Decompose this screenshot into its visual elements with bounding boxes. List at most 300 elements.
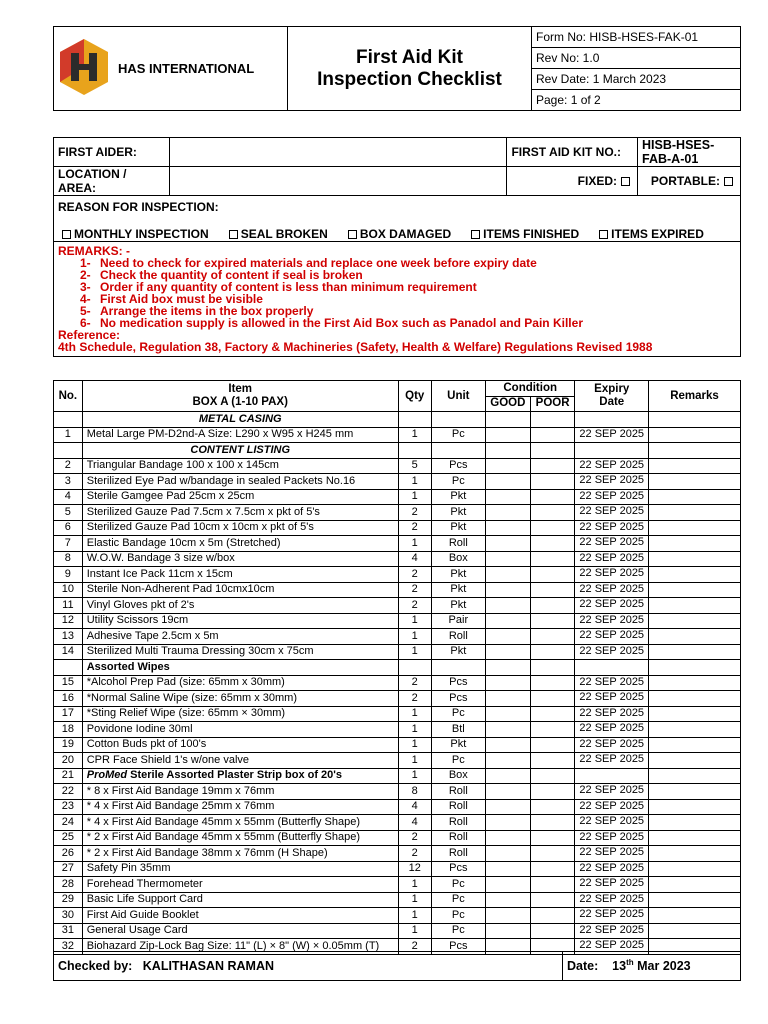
condition-good-cell[interactable] <box>485 722 530 738</box>
section-title: CONTENT LISTING <box>82 443 398 459</box>
date-label: Date: <box>567 959 599 974</box>
table-row <box>54 675 741 691</box>
item-remarks-cell[interactable] <box>649 427 741 443</box>
item-unit: Roll <box>431 799 485 815</box>
item-name: Elastic Bandage 10cm x 5m (Stretched) <box>82 536 398 552</box>
item-remarks-cell[interactable] <box>649 784 741 800</box>
item-number: 5 <box>54 505 83 521</box>
section-row <box>54 443 741 459</box>
condition-poor-cell[interactable] <box>530 582 575 598</box>
reason-checkbox[interactable] <box>599 230 608 239</box>
item-remarks-cell[interactable] <box>649 520 741 536</box>
item-unit: Box <box>431 551 485 567</box>
expiry-header-line2: Date <box>599 396 625 408</box>
condition-poor-cell[interactable] <box>530 427 575 443</box>
location-label: LOCATION / AREA: <box>54 167 170 196</box>
item-qty: 4 <box>398 551 431 567</box>
expiry-date: 22 SEP 2025 <box>575 458 649 474</box>
remark-number: 3- <box>80 280 91 294</box>
item-remarks-cell[interactable] <box>649 892 741 908</box>
item-qty: 1 <box>398 908 431 924</box>
condition-poor-cell[interactable] <box>530 892 575 908</box>
item-remarks-cell[interactable] <box>649 551 741 567</box>
condition-poor-cell[interactable] <box>530 784 575 800</box>
item-name: Adhesive Tape 2.5cm x 5m <box>82 629 398 645</box>
item-remarks-cell[interactable] <box>649 877 741 893</box>
item-qty: 12 <box>398 861 431 877</box>
item-number: 7 <box>54 536 83 552</box>
table-row <box>54 923 741 939</box>
portable-option[interactable] <box>638 167 741 196</box>
condition-good-cell[interactable] <box>485 598 530 614</box>
item-qty: 1 <box>398 536 431 552</box>
item-unit: Roll <box>431 784 485 800</box>
condition-good-cell[interactable] <box>485 505 530 521</box>
first-aider-field[interactable] <box>170 138 507 167</box>
expiry-date: 22 SEP 2025 <box>575 582 649 598</box>
item-name: Sterile Gamgee Pad 25cm x 25cm <box>82 489 398 505</box>
item-unit: Pc <box>431 877 485 893</box>
item-number: 8 <box>54 551 83 567</box>
item-unit: Pkt <box>431 520 485 536</box>
item-number: 26 <box>54 846 83 862</box>
condition-poor-cell[interactable] <box>530 567 575 583</box>
table-row <box>54 629 741 645</box>
item-name: Basic Life Support Card <box>82 892 398 908</box>
expiry-date <box>575 443 649 459</box>
item-remarks-cell[interactable] <box>649 706 741 722</box>
fixed-label: FIXED: <box>577 174 618 188</box>
condition-good-cell[interactable] <box>485 443 530 459</box>
item-number: 22 <box>54 784 83 800</box>
expiry-date: 22 SEP 2025 <box>575 598 649 614</box>
item-remarks-cell[interactable] <box>649 598 741 614</box>
item-number: 4 <box>54 489 83 505</box>
remark-number: 5- <box>80 304 91 318</box>
fixed-checkbox[interactable] <box>621 177 630 186</box>
expiry-header-line1: Expiry <box>594 383 630 395</box>
expiry-date: 22 SEP 2025 <box>575 815 649 831</box>
item-unit: Pcs <box>431 458 485 474</box>
item-qty: 1 <box>398 768 431 784</box>
item-unit: Roll <box>431 846 485 862</box>
expiry-date: 22 SEP 2025 <box>575 427 649 443</box>
item-unit <box>431 412 485 428</box>
remarks-section <box>54 242 741 357</box>
fixed-option[interactable] <box>507 167 638 196</box>
condition-poor-cell[interactable] <box>530 474 575 490</box>
condition-good-cell[interactable] <box>485 629 530 645</box>
expiry-date: 22 SEP 2025 <box>575 489 649 505</box>
condition-poor-cell[interactable] <box>530 489 575 505</box>
item-qty: 2 <box>398 939 431 955</box>
item-qty: 2 <box>398 505 431 521</box>
item-name: Sterilized Gauze Pad 10cm x 10cm x pkt of 5's <box>82 520 398 536</box>
expiry-date: 22 SEP 2025 <box>575 939 649 955</box>
item-remarks-cell[interactable] <box>649 567 741 583</box>
checked-by-label: Checked by: <box>58 959 133 973</box>
expiry-date: 22 SEP 2025 <box>575 644 649 660</box>
condition-poor-cell[interactable] <box>530 412 575 428</box>
table-row <box>54 784 741 800</box>
item-name: Utility Scissors 19cm <box>82 613 398 629</box>
item-qty: 4 <box>398 799 431 815</box>
item-unit: Pcs <box>431 691 485 707</box>
condition-poor-cell[interactable] <box>530 908 575 924</box>
item-name: First Aid Guide Booklet <box>82 908 398 924</box>
item-number: 19 <box>54 737 83 753</box>
revision-date: Rev Date: 1 March 2023 <box>532 69 741 90</box>
item-unit: Pc <box>431 892 485 908</box>
table-row <box>54 427 741 443</box>
item-qty: 2 <box>398 675 431 691</box>
condition-good-cell[interactable] <box>485 908 530 924</box>
item-unit: Roll <box>431 536 485 552</box>
condition-good-cell[interactable] <box>485 567 530 583</box>
first-aider-label: FIRST AIDER: <box>54 138 170 167</box>
item-unit: Pkt <box>431 737 485 753</box>
reason-option[interactable] <box>595 227 704 241</box>
form-number: Form No: HISB-HSES-FAK-01 <box>532 27 741 48</box>
document-title <box>288 27 532 111</box>
document-header <box>53 26 741 111</box>
condition-poor-cell[interactable] <box>530 923 575 939</box>
item-number: 11 <box>54 598 83 614</box>
expiry-date: 22 SEP 2025 <box>575 861 649 877</box>
expiry-date: 22 SEP 2025 <box>575 908 649 924</box>
condition-poor-cell[interactable] <box>530 722 575 738</box>
condition-good-cell[interactable] <box>485 489 530 505</box>
condition-good-cell[interactable] <box>485 458 530 474</box>
item-number: 21 <box>54 768 83 784</box>
table-row <box>54 691 741 707</box>
reason-checkbox[interactable] <box>471 230 480 239</box>
reason-checkbox[interactable] <box>348 230 357 239</box>
item-qty: 1 <box>398 706 431 722</box>
condition-good-cell[interactable] <box>485 412 530 428</box>
item-remarks-cell[interactable] <box>649 613 741 629</box>
item-remarks-cell[interactable] <box>649 908 741 924</box>
condition-good-cell[interactable] <box>485 706 530 722</box>
condition-good-cell[interactable] <box>485 644 530 660</box>
item-remarks-cell[interactable] <box>649 923 741 939</box>
company-name: HAS INTERNATIONAL <box>114 27 288 111</box>
reason-checkbox[interactable] <box>62 230 71 239</box>
condition-good-cell[interactable] <box>485 799 530 815</box>
reason-label: REASON FOR INSPECTION: <box>58 200 219 214</box>
item-unit: Pkt <box>431 598 485 614</box>
item-remarks-cell[interactable] <box>649 582 741 598</box>
condition-poor-cell[interactable] <box>530 846 575 862</box>
item-remarks-cell[interactable] <box>649 737 741 753</box>
expiry-date: 22 SEP 2025 <box>575 737 649 753</box>
condition-poor-cell[interactable] <box>530 613 575 629</box>
reason-option-label: SEAL BROKEN <box>240 227 328 241</box>
expiry-date: 22 SEP 2025 <box>575 784 649 800</box>
item-remarks-cell[interactable] <box>649 691 741 707</box>
item-remarks-cell[interactable] <box>649 830 741 846</box>
table-row <box>54 489 741 505</box>
item-qty: 2 <box>398 691 431 707</box>
item-unit: Roll <box>431 629 485 645</box>
expiry-date: 22 SEP 2025 <box>575 706 649 722</box>
item-qty: 2 <box>398 598 431 614</box>
item-remarks-cell[interactable] <box>649 412 741 428</box>
expiry-date: 22 SEP 2025 <box>575 613 649 629</box>
item-unit: Roll <box>431 830 485 846</box>
title-line-1: First Aid Kit <box>356 46 463 68</box>
table-row <box>54 505 741 521</box>
item-unit: Pc <box>431 706 485 722</box>
item-remarks-cell[interactable] <box>649 768 741 784</box>
condition-good-cell[interactable] <box>485 861 530 877</box>
item-name: Sterilized Multi Trauma Dressing 30cm x 75cm <box>82 644 398 660</box>
condition-good-cell[interactable] <box>485 536 530 552</box>
expiry-date: 22 SEP 2025 <box>575 722 649 738</box>
condition-poor-cell[interactable] <box>530 629 575 645</box>
table-row <box>54 877 741 893</box>
remark-number: 6- <box>80 316 91 330</box>
condition-poor-cell[interactable] <box>530 660 575 676</box>
condition-poor-cell[interactable] <box>530 675 575 691</box>
item-header-line1: Item <box>228 383 253 395</box>
item-qty: 8 <box>398 784 431 800</box>
expiry-date: 22 SEP 2025 <box>575 629 649 645</box>
condition-good-cell[interactable] <box>485 846 530 862</box>
item-name: W.O.W. Bandage 3 size w/box <box>82 551 398 567</box>
item-remarks-cell[interactable] <box>649 474 741 490</box>
item-name: Safety Pin 35mm <box>82 861 398 877</box>
condition-good-cell[interactable] <box>485 427 530 443</box>
condition-poor-cell[interactable] <box>530 505 575 521</box>
item-name: * 2 x First Aid Bandage 38mm x 76mm (H Shape) <box>82 846 398 862</box>
condition-poor-cell[interactable] <box>530 830 575 846</box>
kit-no-label: FIRST AID KIT NO.: <box>507 138 638 167</box>
item-unit: Pkt <box>431 644 485 660</box>
condition-poor-cell[interactable] <box>530 644 575 660</box>
condition-poor-cell[interactable] <box>530 458 575 474</box>
item-remarks-cell[interactable] <box>649 489 741 505</box>
item-number: 15 <box>54 675 83 691</box>
item-remarks-cell[interactable] <box>649 536 741 552</box>
remark-text: First Aid box must be visible <box>100 292 263 306</box>
checked-by-cell <box>54 952 563 981</box>
items-table <box>53 380 741 955</box>
condition-poor-cell[interactable] <box>530 551 575 567</box>
expiry-date: 22 SEP 2025 <box>575 892 649 908</box>
condition-good-cell[interactable] <box>485 660 530 676</box>
condition-good-cell[interactable] <box>485 675 530 691</box>
condition-poor-cell[interactable] <box>530 737 575 753</box>
reason-option[interactable] <box>344 227 451 241</box>
item-name: Sterile Non-Adherent Pad 10cmx10cm <box>82 582 398 598</box>
remark-item <box>58 317 736 329</box>
item-number: 28 <box>54 877 83 893</box>
col-remarks-header: Remarks <box>649 381 741 412</box>
item-unit: Pc <box>431 474 485 490</box>
item-number: 31 <box>54 923 83 939</box>
reason-option[interactable] <box>225 227 328 241</box>
item-remarks-cell[interactable] <box>649 846 741 862</box>
condition-good-cell[interactable] <box>485 892 530 908</box>
condition-good-cell[interactable] <box>485 815 530 831</box>
item-name: * 4 x First Aid Bandage 45mm x 55mm (Butterfly Shape) <box>82 815 398 831</box>
item-name-text: Sterile Assorted Plaster Strip box of 20's <box>127 769 343 782</box>
table-row <box>54 830 741 846</box>
item-remarks-cell[interactable] <box>649 753 741 769</box>
reason-option[interactable] <box>467 227 579 241</box>
expiry-date: 22 SEP 2025 <box>575 830 649 846</box>
condition-good-cell[interactable] <box>485 753 530 769</box>
condition-good-cell[interactable] <box>485 613 530 629</box>
reason-section <box>54 196 741 242</box>
item-unit: Pkt <box>431 567 485 583</box>
item-name: Metal Large PM-D2nd-A Size: L290 x W95 x H245 mm <box>82 427 398 443</box>
item-qty: 1 <box>398 892 431 908</box>
condition-good-cell[interactable] <box>485 474 530 490</box>
remark-number: 4- <box>80 292 91 306</box>
condition-good-cell[interactable] <box>485 691 530 707</box>
condition-good-cell[interactable] <box>485 737 530 753</box>
item-name: * 4 x First Aid Bandage 25mm x 76mm <box>82 799 398 815</box>
item-qty <box>398 412 431 428</box>
table-row <box>54 706 741 722</box>
item-unit: Pcs <box>431 939 485 955</box>
page-number: Page: 1 of 2 <box>532 90 741 111</box>
item-number: 20 <box>54 753 83 769</box>
item-remarks-cell[interactable] <box>649 660 741 676</box>
table-row <box>54 458 741 474</box>
item-remarks-cell[interactable] <box>649 722 741 738</box>
portable-checkbox[interactable] <box>724 177 733 186</box>
col-item-header <box>82 381 398 412</box>
item-unit: Pc <box>431 908 485 924</box>
item-unit: Pc <box>431 923 485 939</box>
item-brand: ProMed <box>86 769 128 782</box>
expiry-date: 22 SEP 2025 <box>575 505 649 521</box>
condition-poor-cell[interactable] <box>530 877 575 893</box>
table-row <box>54 536 741 552</box>
item-number: 1 <box>54 427 83 443</box>
items-body <box>54 412 741 955</box>
remark-number: 1- <box>80 256 91 270</box>
item-qty: 5 <box>398 458 431 474</box>
location-field[interactable] <box>170 167 507 196</box>
condition-poor-cell[interactable] <box>530 768 575 784</box>
table-row <box>54 892 741 908</box>
condition-poor-cell[interactable] <box>530 799 575 815</box>
reason-checkbox[interactable] <box>229 230 238 239</box>
condition-good-cell[interactable] <box>485 551 530 567</box>
item-number: 3 <box>54 474 83 490</box>
table-row <box>54 551 741 567</box>
item-unit: Pkt <box>431 489 485 505</box>
remarks-label: REMARKS: - <box>58 244 130 258</box>
condition-good-cell[interactable] <box>485 923 530 939</box>
item-qty: 1 <box>398 753 431 769</box>
item-remarks-cell[interactable] <box>649 505 741 521</box>
table-row <box>54 474 741 490</box>
condition-poor-cell[interactable] <box>530 691 575 707</box>
condition-poor-cell[interactable] <box>530 443 575 459</box>
item-remarks-cell[interactable] <box>649 675 741 691</box>
item-remarks-cell[interactable] <box>649 861 741 877</box>
condition-poor-cell[interactable] <box>530 520 575 536</box>
item-number: 24 <box>54 815 83 831</box>
item-qty: 2 <box>398 520 431 536</box>
item-name: *Alcohol Prep Pad (size: 65mm x 30mm) <box>82 675 398 691</box>
item-remarks-cell[interactable] <box>649 458 741 474</box>
item-number: 32 <box>54 939 83 955</box>
item-name: *Sting Relief Wipe (size: 65mm × 30mm) <box>82 706 398 722</box>
item-qty: 2 <box>398 846 431 862</box>
condition-good-cell[interactable] <box>485 520 530 536</box>
table-row <box>54 722 741 738</box>
item-name: * 8 x First Aid Bandage 19mm x 76mm <box>82 784 398 800</box>
condition-poor-cell[interactable] <box>530 815 575 831</box>
condition-poor-cell[interactable] <box>530 706 575 722</box>
item-remarks-cell[interactable] <box>649 799 741 815</box>
item-qty: 1 <box>398 489 431 505</box>
condition-good-cell[interactable] <box>485 830 530 846</box>
date-cell <box>563 952 741 981</box>
table-row <box>54 613 741 629</box>
table-row <box>54 861 741 877</box>
item-remarks-cell[interactable] <box>649 443 741 459</box>
col-unit-header: Unit <box>431 381 485 412</box>
item-name: Forehead Thermometer <box>82 877 398 893</box>
table-row <box>54 567 741 583</box>
company-logo <box>54 27 115 111</box>
item-qty: 1 <box>398 613 431 629</box>
col-qty-header: Qty <box>398 381 431 412</box>
item-unit: Pair <box>431 613 485 629</box>
item-number: 9 <box>54 567 83 583</box>
item-header-line2: BOX A (1-10 PAX) <box>192 396 288 408</box>
reference-label: Reference: <box>58 328 121 342</box>
item-remarks-cell[interactable] <box>649 629 741 645</box>
reason-option[interactable] <box>58 227 209 241</box>
condition-poor-cell[interactable] <box>530 753 575 769</box>
item-number: 6 <box>54 520 83 536</box>
expiry-date <box>575 768 649 784</box>
item-name: Sterilized Gauze Pad 7.5cm x 7.5cm x pkt of 5's <box>82 505 398 521</box>
col-good-header: GOOD <box>485 396 530 412</box>
table-row <box>54 520 741 536</box>
condition-good-cell[interactable] <box>485 768 530 784</box>
item-remarks-cell[interactable] <box>649 815 741 831</box>
remark-text: Arrange the items in the box properly <box>100 304 314 318</box>
condition-good-cell[interactable] <box>485 582 530 598</box>
col-condition-header: Condition <box>485 381 574 397</box>
remark-text: Need to check for expired materials and replace one week before expiry date <box>100 256 537 270</box>
title-line-2: Inspection Checklist <box>317 68 502 90</box>
item-unit: Btl <box>431 722 485 738</box>
condition-poor-cell[interactable] <box>530 861 575 877</box>
item-remarks-cell[interactable] <box>649 644 741 660</box>
condition-poor-cell[interactable] <box>530 536 575 552</box>
condition-poor-cell[interactable] <box>530 598 575 614</box>
item-qty: 1 <box>398 722 431 738</box>
kit-no-value[interactable]: HISB-HSES-FAB-A-01 <box>638 138 741 167</box>
expiry-date: 22 SEP 2025 <box>575 536 649 552</box>
table-row <box>54 768 741 784</box>
condition-good-cell[interactable] <box>485 877 530 893</box>
item-number: 30 <box>54 908 83 924</box>
condition-good-cell[interactable] <box>485 784 530 800</box>
item-qty: 1 <box>398 877 431 893</box>
date-rest: Mar 2023 <box>633 959 691 974</box>
